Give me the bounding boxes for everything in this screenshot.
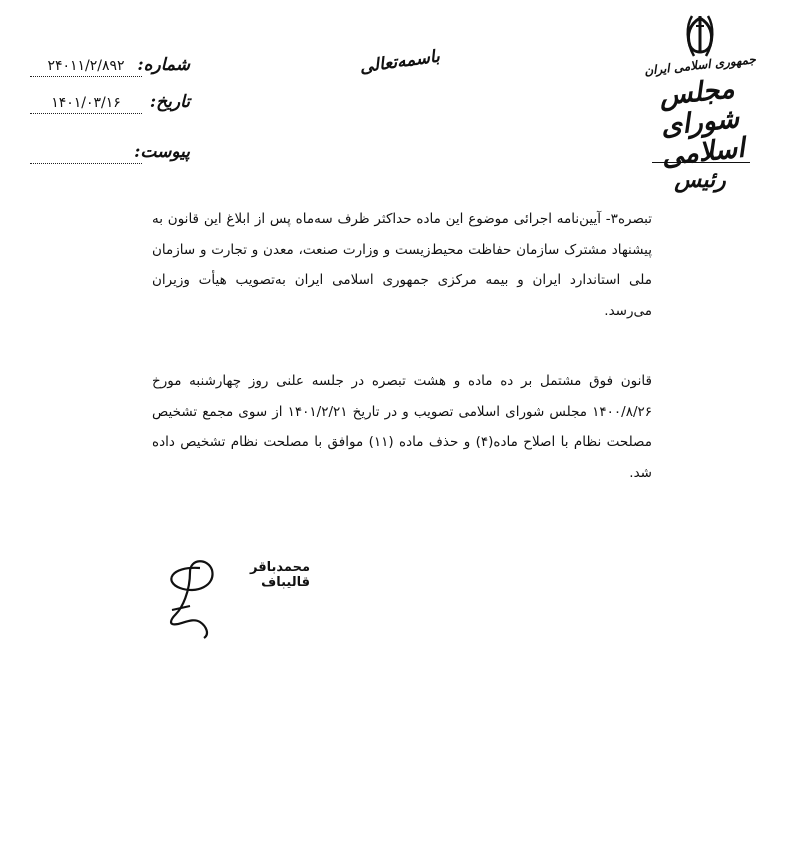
country-name: جمهوری اسلامی ایران [643, 52, 757, 78]
attachment-label: پیوست: [134, 142, 190, 162]
attachment-value [30, 143, 142, 164]
organization-letterhead [640, 12, 760, 202]
body-paragraph-1: تبصره۳- آیین‌نامه اجرائی موضوع این ماده حداکثر ظرف سه‌ماه پس از ابلاغ این قانون به پیشنهاد مشترک سازمان حفاظت محیط‌زیست و وزارت صنعت، معدن و تجارت و سازمان ملی استاندارد ایران و بیمه مرکزی جمهوری اسلامی ایران به‌تصویب هیأت وزیران می‌رسد. [152, 211, 652, 319]
body-paragraph-2: قانون فوق مشتمل بر ده ماده و هشت تبصره در جلسه علنی روز چهارشنبه مورخ ۱۴۰۰/۸/۲۶ مجلس شورای اسلامی تصویب و در تاریخ ۱۴۰۱/۲/۲۱ از سوی مجمع تشخیص مصلحت نظام با اصلاح ماده(۴) و حذف ماده (۱۱) موافق با مصلحت نظام تشخیص داده شد. [152, 373, 653, 481]
bismillah-heading [360, 40, 440, 86]
organization-name: مجلس شورای اسلامی [657, 73, 747, 173]
number-value: ۲۴۰۱۱/۲/۸۹۲ [30, 56, 142, 77]
letter-number-field [30, 55, 190, 81]
signer-name: محمدباقر قالیباف [249, 560, 310, 590]
date-label: تاریخ: [149, 92, 190, 112]
number-label: شماره: [137, 55, 190, 75]
iran-emblem-icon [680, 12, 720, 60]
letter-date-field [30, 92, 190, 118]
letter-attachment-field [30, 142, 190, 168]
date-value: ۱۴۰۱/۰۳/۱۶ [30, 93, 142, 114]
letterhead-divider [652, 162, 750, 163]
handwritten-signature [160, 548, 250, 648]
bismillah-text: باسمه‌تعالی [358, 46, 442, 78]
organization-role: رئیس [674, 167, 726, 193]
